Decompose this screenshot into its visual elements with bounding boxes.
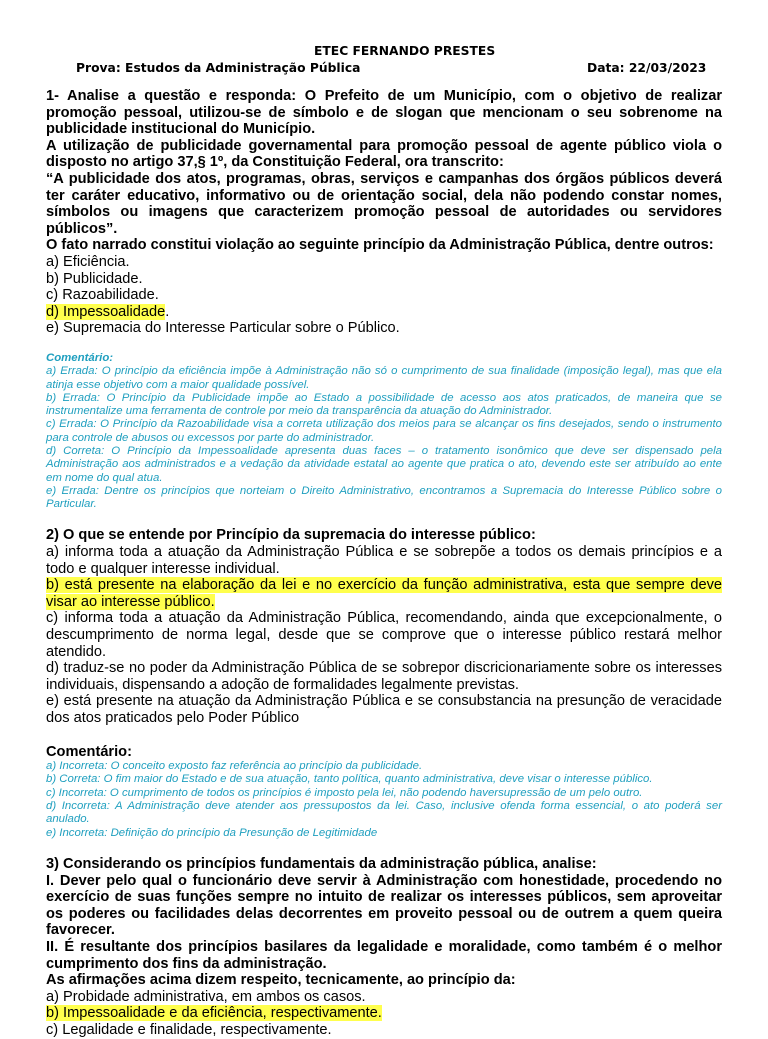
document-body	[46, 88, 722, 1039]
question-1-quote: “A publicidade dos atos, programas, obras, serviços e campanhas dos órgãos públicos deverá ter caráter educativo, informativo ou de orientação social, dela não podendo constar nomes, símbolos ou imagens que caracterizem promoção pessoal de autoridades ou servidores públicos”.	[46, 170, 722, 237]
comment-d: d) Correta: O Princípio da Impessoalidade apresenta duas faces – o tratamento isonômico que deve ser dispensado pela Administração aos administrados e a vedação da atividade estatal ao agente que pratica o ato, devendo este ser atribuído ao ente em nome do qual atua.	[46, 444, 722, 484]
comment-e: e) Errada: Dentre os princípios que norteiam o Direito Administrativo, encontramos a Supremacia do Interesse Público sobre o Particular.	[46, 484, 722, 511]
highlighted-answer: d) Impessoalidade	[46, 303, 166, 320]
comment-title: Comentário:	[46, 351, 114, 364]
comment-d: d) Incorreta: A Administração deve atender aos pressupostos da lei. Caso, inclusive ofenda forma essencial, o ato poderá ser anulado.	[46, 800, 722, 826]
comment-a: a) Errada: O princípio da eficiência impõe à Administração não só o cumprimento de sua finalidade (imposição legal), mas que ela atinja esse objetivo com a maior qualidade possível.	[46, 365, 722, 391]
question-3-item-ii: II. É resultante dos princípios basilares da legalidade e moralidade, como também é o melhor cumprimento dos fins da administração.	[46, 938, 722, 972]
question-2-statement: 2) O que se entende por Princípio da supremacia do interesse público:	[46, 527, 536, 544]
question-3	[46, 856, 722, 1039]
question-3-option-a: a) Probidade administrativa, em ambos os casos.	[46, 988, 366, 1005]
question-2-option-d: d) traduz-se no poder da Administração Pública de se sobrepor discricionariamente sobre os interesses individuais, dispensando a adoção de formalidades legalmente previstas.	[46, 660, 722, 693]
comment-b: b) Correta: O fim maior do Estado e de sua atuação, tanto política, quanto administrativa, deve visar o interesse público.	[46, 773, 653, 786]
question-3-option-c: c) Legalidade e finalidade, respectivamente.	[46, 1021, 332, 1038]
comment-c: c) Incorreta: O cumprimento de todos os princípios é imposto pela lei, não podendo haversupressão de um pelo outro.	[46, 786, 643, 799]
question-1-option-d: d) Impessoalidade.	[46, 303, 170, 320]
question-2-option-a: a) informa toda a atuação da Administração Pública e se sobrepõe a todos os demais princípios e a todo e qualquer interesse individual.	[46, 544, 722, 577]
question-1-statement: 1- Analise a questão e responda: O Prefeito de um Município, com o objetivo de realizar promoção pessoal, utilizou-se de símbolo e de slogan que mencionam o seu sobrenome na publicidade institucional do Município.	[46, 88, 722, 138]
question-1-option-e: e) Supremacia do Interesse Particular sobre o Público.	[46, 320, 400, 337]
question-2	[46, 527, 722, 726]
question-1-context: A utilização de publicidade governamental para promoção pessoal de agente público viola o disposto no artigo 37,§ 1º, da Constituição Federal, ora transcrito:	[46, 137, 722, 171]
question-1-prompt: O fato narrado constitui violação ao seguinte princípio da Administração Pública, dentre outros:	[46, 237, 714, 254]
comment-title: Comentário:	[46, 743, 132, 760]
question-3-option-b	[46, 1005, 722, 1022]
school-name: ETEC FERNANDO PRESTES	[314, 44, 496, 58]
question-3-prompt: As afirmações acima dizem respeito, tecnicamente, ao princípio da:	[46, 972, 516, 989]
question-3-statement: 3) Considerando os princípios fundamentais da administração pública, analise:	[46, 855, 597, 872]
comment-e: e) Incorreta: Definição do princípio da Presunção de Legitimidade	[46, 826, 378, 839]
question-2-option-c: c) informa toda a atuação da Administração Pública, recomendando, ainda que excepcionalmente, o descumprimento de norma legal, desde que se comprove que o interesse público restará melhor atendido.	[46, 610, 722, 660]
highlighted-answer: b) está presente na elaboração da lei e no exercício da função administrativa, esta que sempre deve visar ao interesse público.	[46, 577, 722, 610]
comment-c: c) Errada: O Princípio da Razoabilidade visa a correta utilização dos meios para se alcançar os fins desejados, sendo o instrumento para controle de abusos ou excessos por parte do administrador.	[46, 418, 722, 444]
comment-a: a) Incorreta: O conceito exposto faz referência ao princípio da publicidade.	[46, 760, 423, 773]
question-2-option-b	[46, 577, 722, 610]
exam-date: Data: 22/03/2023	[587, 61, 707, 75]
question-2-option-e: e) está presente na atuação da Administração Pública e se consubstancia na presunção de veracidade dos atos praticados pelo Poder Público	[46, 693, 722, 726]
question-3-item-i: I. Dever pelo qual o funcionário deve servir à Administração com honestidade, procedendo no exercício de suas funções sempre no intuito de realizar os interesses públicos, sem aproveitar os poderes ou facilidades delas decorrentes em proveito pessoal ou de outrem a quem queira favorecer.	[46, 872, 722, 939]
question-1-option-a: a) Eficiência.	[46, 253, 130, 270]
question-1	[46, 88, 722, 337]
question-1-option-c: c) Razoabilidade.	[46, 287, 159, 304]
question-1-comments	[46, 352, 722, 512]
question-2-comments	[46, 744, 722, 840]
highlighted-answer: b) Impessoalidade e da eficiência, respectivamente.	[46, 1005, 382, 1022]
exam-title: Prova: Estudos da Administração Pública	[76, 61, 361, 75]
comment-b: b) Errada: O Princípio da Publicidade impõe ao Estado a possibilidade de acesso aos atos praticados, de maneira que se instrumentalize uma ferramenta de controle por meio da transparência da atuação do Administrador.	[46, 391, 722, 418]
question-1-option-b: b) Publicidade.	[46, 270, 143, 287]
